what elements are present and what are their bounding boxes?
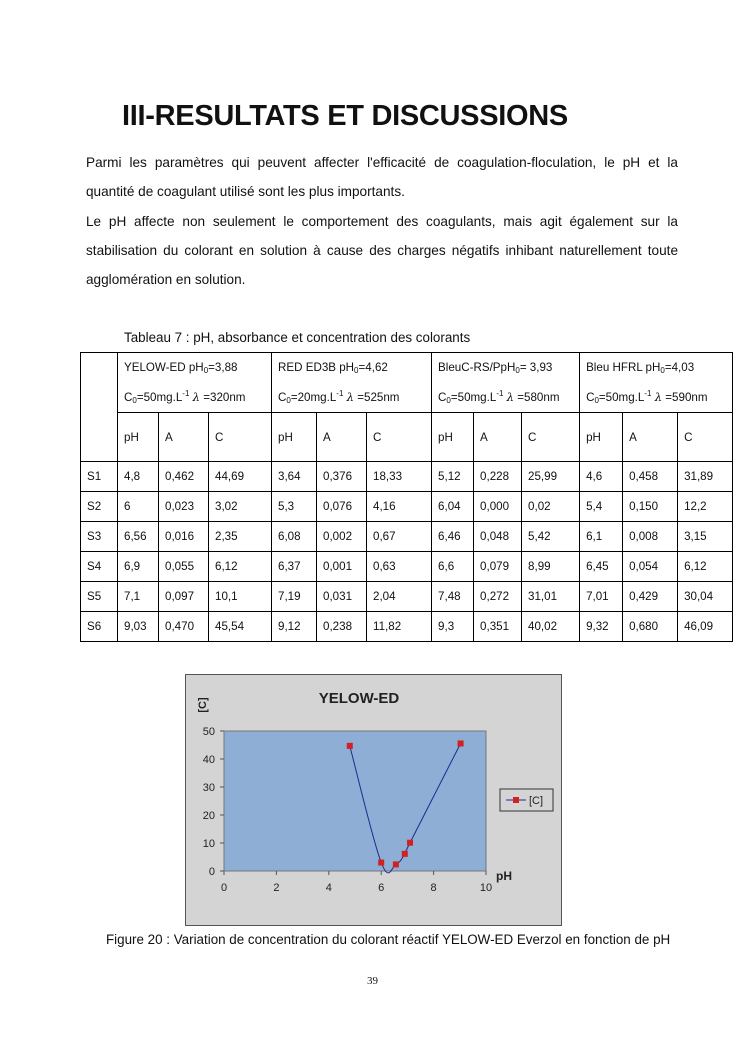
- table-row: [81, 582, 733, 612]
- group-condition-cell: $C_0=20mg.L^{-1}$ λ =525nm: [272, 383, 432, 413]
- table-cell: 0,023: [159, 492, 209, 522]
- subheader-c: C: [522, 413, 580, 462]
- data-point: [378, 860, 384, 866]
- legend-label: [C]: [529, 795, 544, 807]
- y-tick-label: 40: [202, 754, 215, 766]
- data-point: [458, 740, 464, 746]
- table-cell: 0,67: [367, 522, 432, 552]
- y-tick-label: 50: [202, 726, 215, 738]
- table-cell: 6,12: [209, 552, 272, 582]
- row-label: S6: [81, 612, 118, 642]
- y-tick-label: 20: [202, 810, 215, 822]
- x-tick-label: 2: [273, 882, 280, 894]
- legend-marker: [513, 797, 519, 803]
- table-cell: 0,000: [474, 492, 522, 522]
- table-cell: 0,076: [317, 492, 367, 522]
- paragraph-1: Parmi les paramètres qui peuvent affecter l'efficacité de coagulation-floculation, le pH et la quantité de coagulant utilisé sont les plus importants.: [86, 155, 678, 199]
- table-cell: 0,458: [623, 462, 678, 492]
- subheader-a: A: [623, 413, 678, 462]
- table-cell: 18,33: [367, 462, 432, 492]
- table-cell: 6: [118, 492, 159, 522]
- page-number: 39: [367, 975, 378, 987]
- table-cell: 8,99: [522, 552, 580, 582]
- table-cell: 0,680: [623, 612, 678, 642]
- group-name-cell: RED ED3B $pH_0=4,62$: [272, 353, 432, 383]
- table-row: [81, 522, 733, 552]
- row-label: S4: [81, 552, 118, 582]
- table-cell: 0,031: [317, 582, 367, 612]
- table-cell: 7,01: [580, 582, 623, 612]
- y-axis-label: [C]: [197, 697, 209, 713]
- data-point: [407, 840, 413, 846]
- table-cell: 6,45: [580, 552, 623, 582]
- table-cell: 45,54: [209, 612, 272, 642]
- table-cell: 3,15: [678, 522, 733, 552]
- row-label: S2: [81, 492, 118, 522]
- table-header-blank: [81, 383, 118, 413]
- table-cell: 7,19: [272, 582, 317, 612]
- table-cell: 5,3: [272, 492, 317, 522]
- subheader-ph: pH: [432, 413, 474, 462]
- group-condition-cell: $C_0=50mg.L^{-1}$ λ =590nm: [580, 383, 733, 413]
- table-cell: 7,48: [432, 582, 474, 612]
- subheader-c: C: [678, 413, 733, 462]
- data-point: [347, 743, 353, 749]
- data-point: [402, 851, 408, 857]
- table-cell: 0,008: [623, 522, 678, 552]
- table-cell: 5,42: [522, 522, 580, 552]
- table-cell: 6,46: [432, 522, 474, 552]
- chart-panel: [185, 674, 562, 926]
- chart-title: YELOW-ED: [318, 690, 400, 707]
- x-tick-label: 10: [479, 882, 493, 894]
- x-tick-label: 6: [378, 882, 385, 894]
- table-header-blank: [81, 353, 118, 383]
- figure-caption: Figure 20 : Variation de concentration du colorant réactif YELOW-ED Everzol en fonction de pH: [106, 932, 671, 947]
- plot-area: [224, 731, 486, 871]
- table-cell: 0,63: [367, 552, 432, 582]
- row-label: S5: [81, 582, 118, 612]
- y-tick-label: 30: [202, 782, 215, 794]
- table-cell: 0,02: [522, 492, 580, 522]
- table-cell: 5,12: [432, 462, 474, 492]
- table-cell: 6,6: [432, 552, 474, 582]
- table-cell: 5,4: [580, 492, 623, 522]
- subheader-ph: pH: [580, 413, 623, 462]
- subheader-a: A: [317, 413, 367, 462]
- table-cell: 46,09: [678, 612, 733, 642]
- table-cell: 12,2: [678, 492, 733, 522]
- table-cell: 0,429: [623, 582, 678, 612]
- group-name-cell: Bleu HFRL $pH_0=4,03$: [580, 353, 733, 383]
- table-row: [81, 612, 733, 642]
- table-cell: 0,079: [474, 552, 522, 582]
- x-tick-label: 0: [220, 882, 228, 894]
- table-cell: 0,462: [159, 462, 209, 492]
- subheader-a: A: [159, 413, 209, 462]
- subheader-a: A: [474, 413, 522, 462]
- table-cell: 9,03: [118, 612, 159, 642]
- table-cell: 40,02: [522, 612, 580, 642]
- table-cell: 6,08: [272, 522, 317, 552]
- table-cell: 11,82: [367, 612, 432, 642]
- table-cell: 0,048: [474, 522, 522, 552]
- section-title: III-RESULTATS ET DISCUSSIONS: [122, 100, 568, 132]
- table-cell: 0,001: [317, 552, 367, 582]
- table-header-blank: [81, 413, 118, 462]
- table-cell: 6,56: [118, 522, 159, 552]
- table-row: [81, 552, 733, 582]
- group-condition-cell: $C_0=50mg.L^{-1}$ λ =320nm: [118, 383, 272, 413]
- table-cell: 31,01: [522, 582, 580, 612]
- table-cell: 2,35: [209, 522, 272, 552]
- table-cell: 44,69: [209, 462, 272, 492]
- table-subheader-row: [81, 413, 733, 462]
- table-cell: 4,8: [118, 462, 159, 492]
- table-header-row: [81, 383, 733, 413]
- group-name-cell: BleuC-RS/PpH$_0$= 3,93: [432, 353, 580, 383]
- table-cell: 31,89: [678, 462, 733, 492]
- table-cell: 9,3: [432, 612, 474, 642]
- table-cell: 0,016: [159, 522, 209, 552]
- table-caption: Tableau 7 : pH, absorbance et concentration des colorants: [124, 330, 471, 345]
- table-cell: 6,12: [678, 552, 733, 582]
- table-cell: 30,04: [678, 582, 733, 612]
- table-cell: 9,12: [272, 612, 317, 642]
- paragraph-2: Le pH affecte non seulement le comportement des coagulants, mais agit également sur la stabilisation du colorant en solution à cause des charges négatifs inhibant naturellement toute agglomération en solution.: [86, 214, 678, 287]
- table-cell: 3,02: [209, 492, 272, 522]
- table-cell: 25,99: [522, 462, 580, 492]
- table-cell: 0,054: [623, 552, 678, 582]
- table-cell: 0,238: [317, 612, 367, 642]
- table-row: [81, 462, 733, 492]
- y-tick-label: 10: [202, 838, 215, 850]
- table-cell: 2,04: [367, 582, 432, 612]
- subheader-ph: pH: [118, 413, 159, 462]
- x-tick-label: 4: [325, 882, 332, 894]
- table-cell: 6,1: [580, 522, 623, 552]
- table-cell: 6,04: [432, 492, 474, 522]
- x-axis-label: pH: [496, 869, 512, 883]
- table-cell: 7,1: [118, 582, 159, 612]
- y-tick-label: 0: [208, 866, 215, 878]
- table-header-row: [81, 353, 733, 383]
- subheader-c: C: [367, 413, 432, 462]
- table-cell: 6,37: [272, 552, 317, 582]
- table-cell: 0,002: [317, 522, 367, 552]
- table-cell: 0,376: [317, 462, 367, 492]
- data-table: [80, 352, 733, 642]
- table-cell: 10,1: [209, 582, 272, 612]
- table-cell: 3,64: [272, 462, 317, 492]
- table-cell: 0,272: [474, 582, 522, 612]
- row-label: S3: [81, 522, 118, 552]
- table-cell: 6,9: [118, 552, 159, 582]
- table-cell: 0,055: [159, 552, 209, 582]
- table-cell: 4,6: [580, 462, 623, 492]
- table-cell: 0,228: [474, 462, 522, 492]
- table-cell: 0,150: [623, 492, 678, 522]
- table-row: [81, 492, 733, 522]
- table-cell: 9,32: [580, 612, 623, 642]
- x-tick-label: 8: [430, 882, 437, 894]
- group-condition-cell: $C_0=50mg.L^{-1}$ λ =580nm: [432, 383, 580, 413]
- table-cell: 0,351: [474, 612, 522, 642]
- group-name-cell: YELOW-ED $pH_0=3,88$: [118, 353, 272, 383]
- subheader-c: C: [209, 413, 272, 462]
- yelow-ed-chart: [186, 675, 561, 925]
- subheader-ph: pH: [272, 413, 317, 462]
- table-cell: 0,097: [159, 582, 209, 612]
- table-cell: 4,16: [367, 492, 432, 522]
- data-point: [393, 861, 399, 867]
- table-cell: 0,470: [159, 612, 209, 642]
- row-label: S1: [81, 462, 118, 492]
